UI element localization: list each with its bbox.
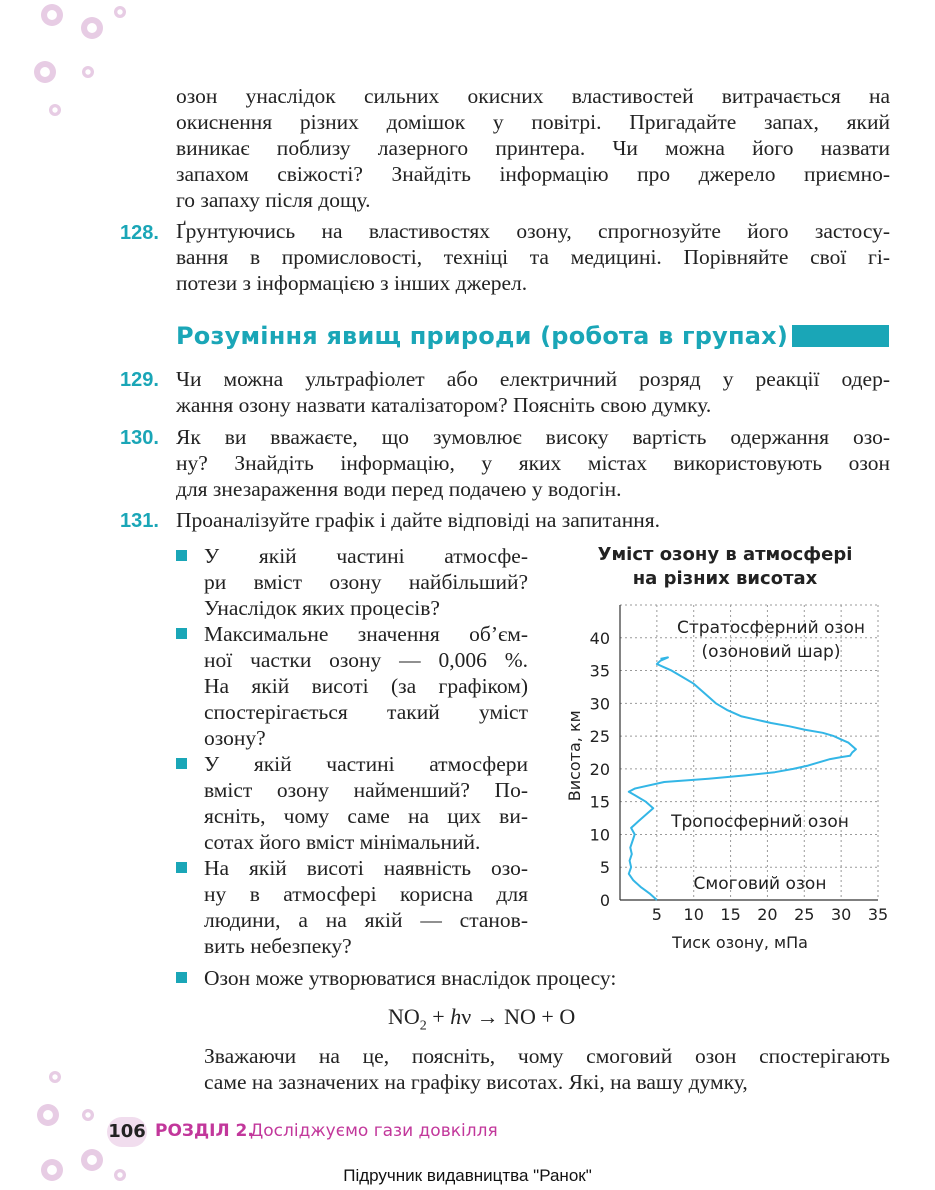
decor-dot-hole: [85, 69, 90, 74]
bullet-marker: [176, 758, 187, 769]
chart-annotation: Стратосферний озон: [677, 618, 865, 638]
bullet-line: ну в атмосфері корисна для: [204, 882, 528, 906]
bullet-line: ясніть, чому саме на цих ви-: [204, 804, 528, 828]
task-number-128: 128.: [120, 222, 159, 244]
y-tick-label: 20: [589, 759, 610, 779]
task-131-line: Проаналізуйте графік і дайте відповіді на запитання.: [176, 508, 661, 532]
chart-title-line-2: на різних висотах: [632, 568, 818, 589]
formula-reactant: NO: [388, 1004, 420, 1029]
task-129-line: Чи можна ультрафіолет або електричний розряд у реакції одер-: [176, 367, 890, 391]
x-tick-label: 10: [683, 905, 704, 924]
bullet-line: вміст озону найменший? По-: [204, 778, 528, 802]
formula-subscript: 2: [419, 1018, 427, 1034]
task-128-line: Ґрунтуючись на властивостях озону, спрогнозуйте його застосу-: [176, 219, 890, 243]
decorative-dots-top: [0, 0, 160, 140]
ozone-chart: [560, 595, 900, 965]
bullet-line: спостерігається такий уміст: [204, 700, 528, 724]
bullet-line: У якій частині атмосфе-: [204, 544, 528, 568]
x-tick-label: 5: [651, 905, 662, 924]
bullet-marker: [176, 862, 187, 873]
intro-line: запахом свіжості? Знайдіть інформацію про джерело приємно-: [176, 162, 890, 186]
chart-title: [580, 543, 870, 591]
chart-annotation: Тропосферний озон: [671, 812, 849, 832]
bullet-marker: [176, 550, 187, 561]
x-axis-label: Тиск озону, мПа: [672, 933, 808, 952]
bullet-line: Унаслідок яких процесів?: [204, 596, 440, 620]
formula-plus: +: [426, 1004, 451, 1029]
bullet-5-text: Озон може утворюватися внаслідок процесу:: [204, 966, 617, 990]
closing-line: Зважаючи на це, поясніть, чому смоговий озон спостерігають: [204, 1044, 890, 1068]
bullet-marker: [176, 972, 187, 983]
bullet-line: На якій висоті наявність озо-: [204, 856, 528, 880]
task-number-131: 131.: [120, 510, 159, 532]
heading-accent-bar: [792, 325, 889, 347]
bullet-line: людини, а на якій — станов-: [204, 908, 528, 932]
y-tick-label: 10: [589, 825, 610, 845]
page-number: 106: [107, 1117, 147, 1147]
task-130-line: ну? Знайдіть інформацію, у яких містах використовують озон: [176, 451, 890, 475]
y-tick-label: 5: [599, 858, 610, 878]
chemical-equation: [388, 1004, 575, 1034]
y-tick-label: 30: [589, 694, 610, 714]
decor-dot-hole: [87, 1155, 97, 1165]
bullet-line: ної частки озону — 0,006 %.: [204, 648, 528, 672]
chart-annotation: Смоговий озон: [693, 874, 827, 894]
decor-dot-hole: [47, 10, 57, 20]
y-tick-label: 0: [599, 891, 610, 910]
x-tick-label: 35: [867, 905, 889, 924]
decor-dot-hole: [117, 9, 122, 14]
bullet-line: сотах його вміст мінімальний.: [204, 830, 481, 854]
y-tick-label: 40: [589, 628, 610, 648]
formula-nu: ν: [461, 1004, 472, 1029]
x-tick-label: 30: [830, 905, 852, 924]
x-tick-label: 20: [757, 905, 778, 924]
intro-line: озон унаслідок сильних окисних властивостей витрачається на: [176, 84, 890, 108]
task-128-line: вання в промисловості, техніці та медицині. Порівняйте свої гі-: [176, 245, 890, 269]
bullet-line: ри вміст озону найбільший?: [204, 570, 528, 594]
bullet-line: На якій висоті (за графіком): [204, 674, 528, 698]
y-tick-label: 25: [589, 727, 610, 747]
ozone-curve: [629, 657, 856, 900]
bullet-line: озону?: [204, 726, 266, 750]
bullet-line: У якій частині атмосфери: [204, 752, 528, 776]
intro-line: го запаху після дощу.: [176, 188, 371, 212]
bullet-marker: [176, 628, 187, 639]
y-tick-label: 15: [589, 792, 610, 812]
task-128-line: потези з інформацією з інших джерел.: [176, 271, 528, 295]
y-tick-label: 35: [589, 661, 610, 681]
bullet-line: Максимальне значення об’єм-: [204, 622, 528, 646]
x-tick-label: 15: [720, 905, 741, 924]
decor-dot-hole: [40, 67, 50, 77]
decor-dot-hole: [87, 23, 97, 33]
chart-annotation: (озоновий шар): [701, 642, 841, 662]
formula-planck: h: [450, 1004, 462, 1029]
section-label: РОЗДІЛ 2.: [155, 1121, 254, 1141]
y-axis-label: Висота, км: [565, 710, 584, 802]
decor-dot-hole: [85, 1112, 90, 1117]
task-number-129: 129.: [120, 369, 159, 391]
formula-arrow: →: [471, 1004, 505, 1029]
task-129-line: жання озону назвати каталізатором? Поясніть свою думку.: [176, 393, 712, 417]
task-130-line: Як ви вважаєте, що зумовлює високу вартість одержання озо-: [176, 425, 890, 449]
bullet-line: вить небезпеку?: [204, 934, 352, 958]
x-tick-label: 25: [794, 905, 815, 924]
section-title: Досліджуємо гази довкілля: [250, 1121, 498, 1141]
task-130-line: для знезараження води перед подачею у водогін.: [176, 477, 622, 501]
section-heading: Розуміння явищ природи (робота в групах): [176, 322, 789, 350]
formula-products: NO + O: [504, 1004, 576, 1029]
chart-title-line-1: Уміст озону в атмосфері: [597, 544, 853, 565]
publisher-caption: Підручник видавництва "Ранок": [343, 1166, 592, 1185]
decor-dot-hole: [52, 107, 57, 112]
task-number-130: 130.: [120, 427, 159, 449]
closing-line: саме на зазначених на графіку висотах. Які, на вашу думку,: [204, 1070, 748, 1094]
intro-line: виникає поблизу лазерного принтера. Чи можна його назвати: [176, 136, 890, 160]
decor-dot-hole: [43, 1110, 53, 1120]
intro-line: окиснення різних домішок у повітрі. Пригадайте запах, який: [176, 110, 890, 134]
decor-dot-hole: [52, 1074, 57, 1079]
